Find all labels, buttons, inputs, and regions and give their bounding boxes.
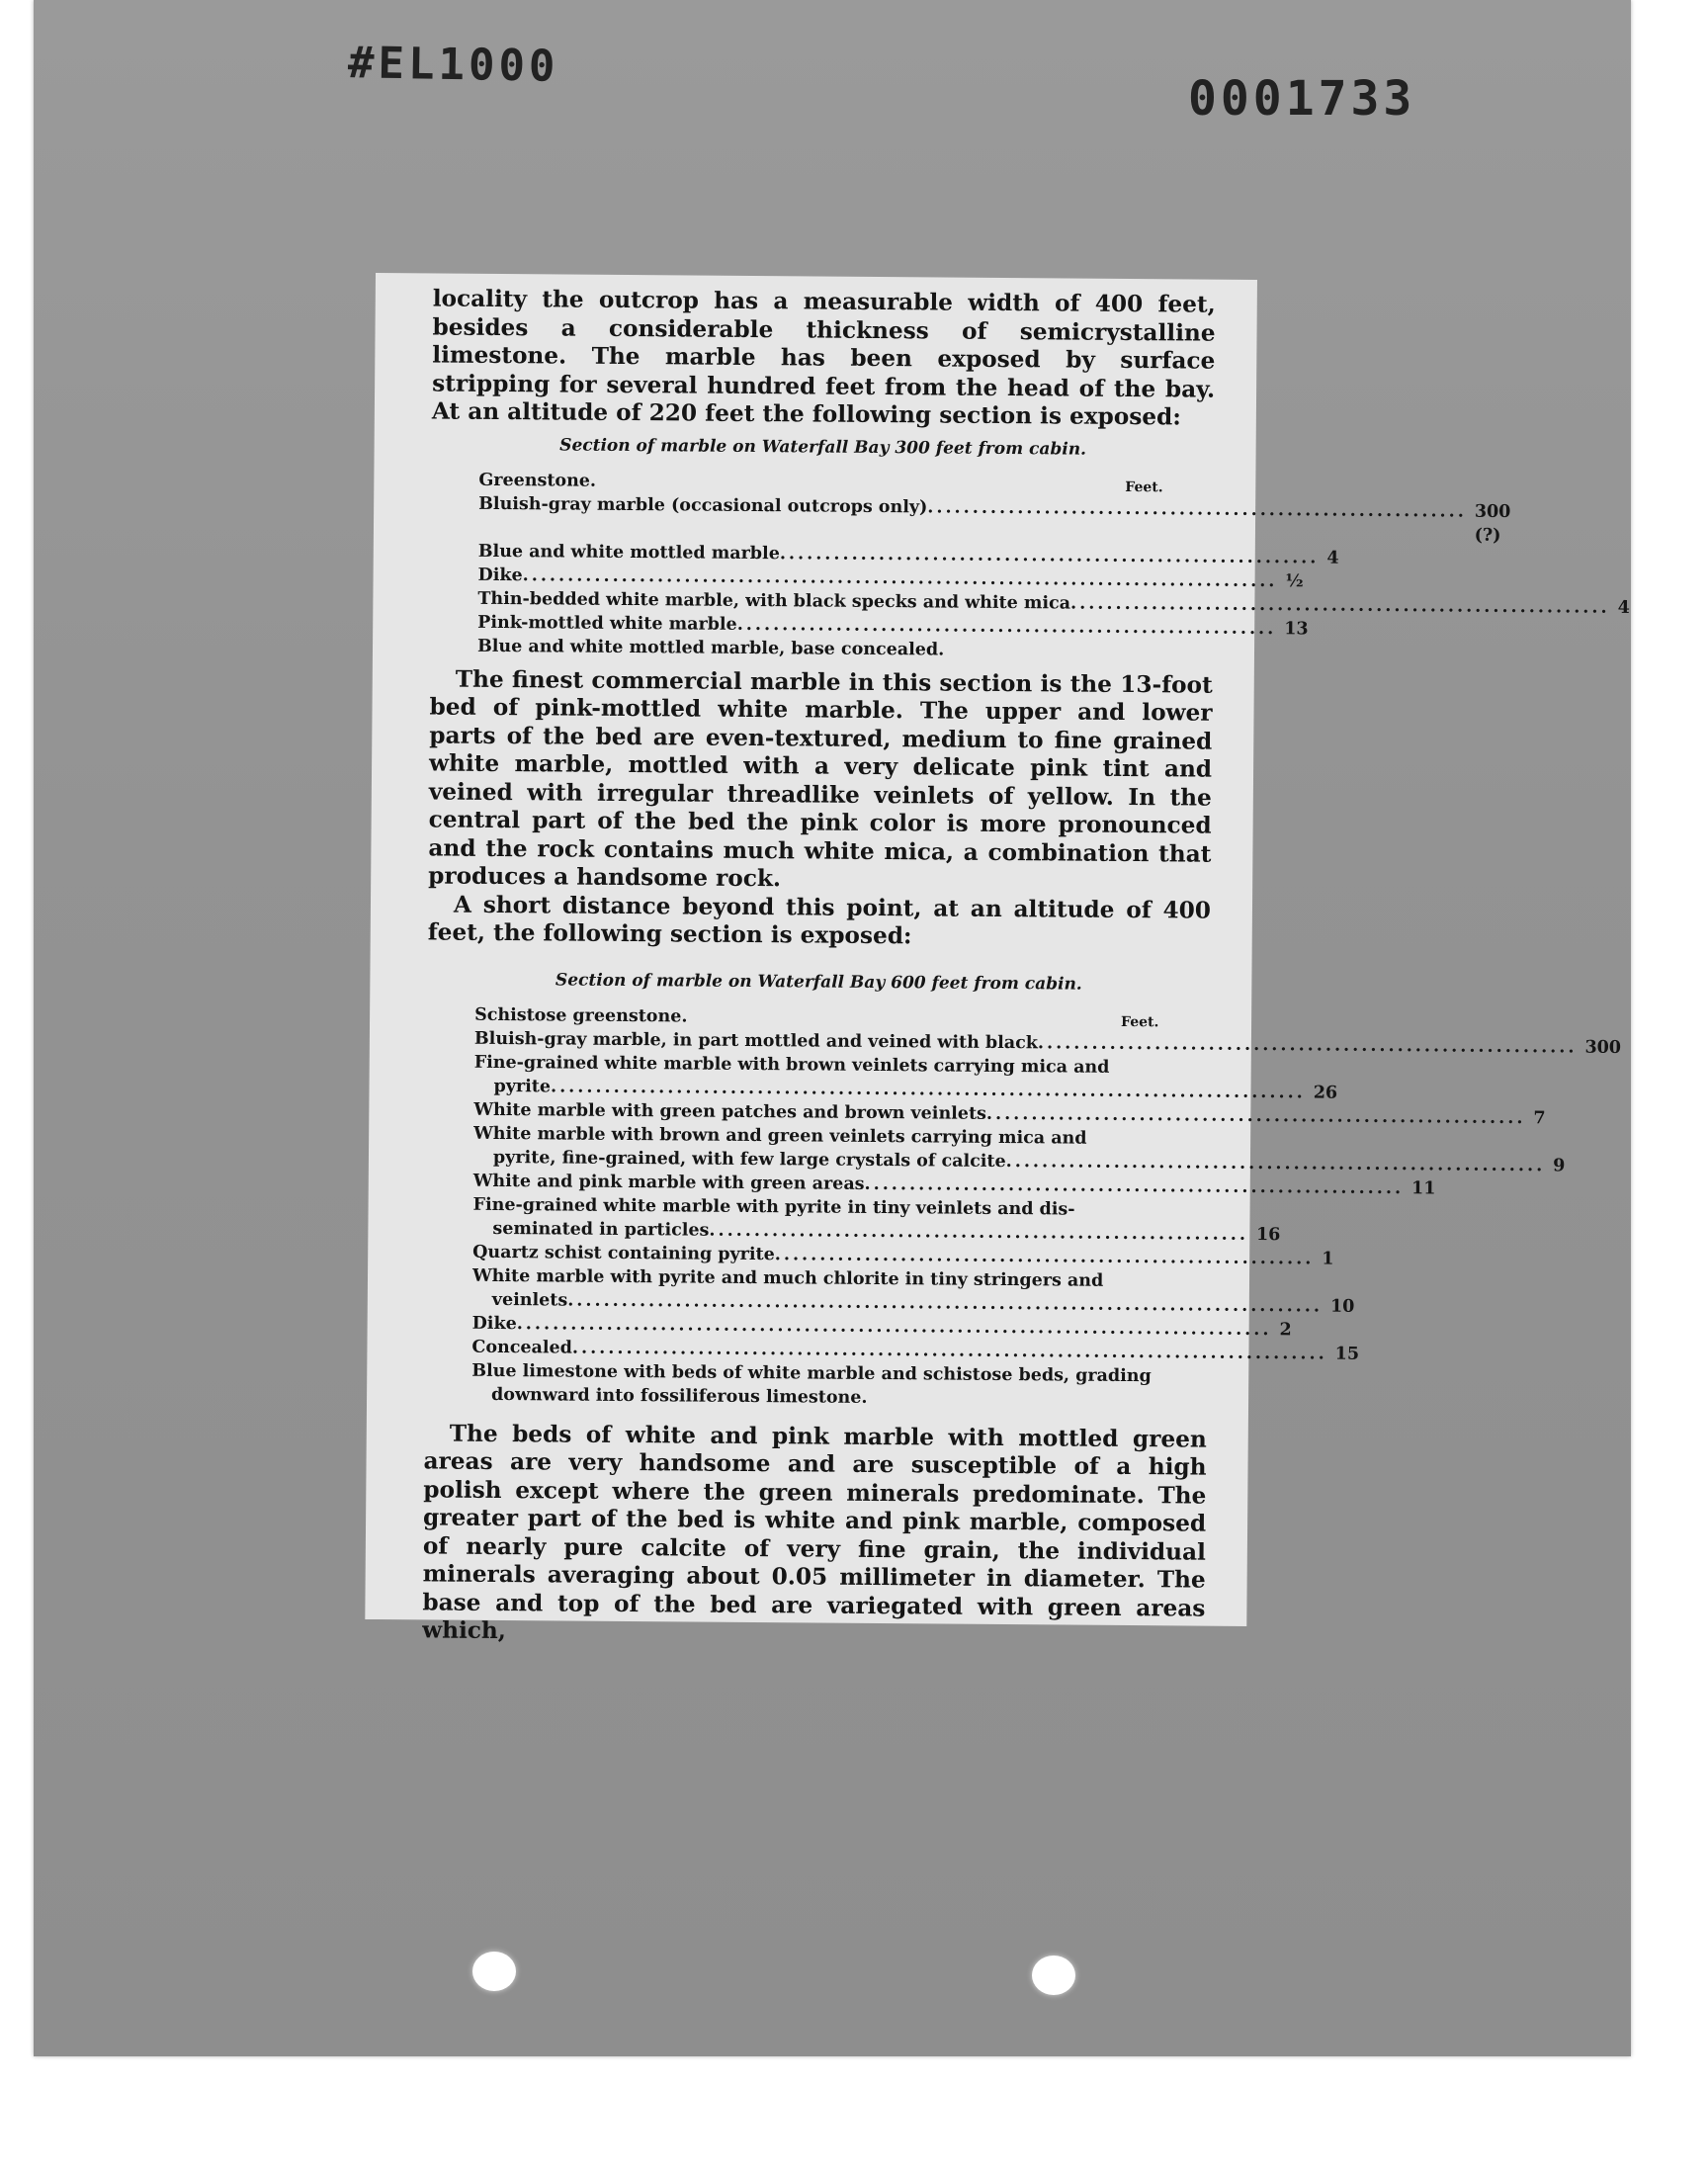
section2-title: Section of marble on Waterfall Bay 600 feet from cabin. — [555, 969, 1082, 995]
paragraph-finest-marble: The finest commercial marble in this section is the 13-foot bed of pink-mottled white marble. The upper and lower parts of the bed are even-textured, medium to fine grained white marble, mottled with a very delicate pink tint and veined with irregular threadlike veinlets of yellow. In the central part of the bed the pink color is more pronounced and the rock contains much white mica, a combination that produces a handsome rock. — [428, 665, 1213, 893]
section2-bottom-row: Blue limestone with beds of white marble and schistose beds, grading — [471, 1360, 1152, 1386]
archive-stamp-left: #EL1000 — [347, 38, 559, 92]
archive-stamp-right: 0001733 — [1188, 71, 1416, 127]
section1-table — [476, 460, 1630, 663]
table-row: White marble with pyrite and much chlorite in tiny stringers and veinlets .................................................................................... 10 — [471, 1265, 1355, 1317]
table-row: White and pink marble with green areas ............................................................ 11 — [472, 1171, 1436, 1198]
paragraph-beds: The beds of white and pink marble with mottled green areas are very handsome and are susceptible of a high polish except where the green minerals predominate. The greater part of the bed is white and pink marble, composed of nearly pure calcite of very fine grain, the individual minerals averaging about 0.05 millimeter in diameter. The base and top of the bed are variegated with green areas which, — [422, 1420, 1207, 1645]
table-row: Blue and white mottled marble ............................................................ 4 — [477, 541, 1339, 568]
section2-top-row: Schistose greenstone. — [474, 1004, 688, 1027]
punch-hole-left — [472, 1952, 516, 1991]
table-row: Fine-grained white marble with pyrite in tiny veinlets and dis- seminated in particles ............................................................ 16 — [472, 1194, 1281, 1245]
section1-bottom-row: Blue and white mottled marble, base concealed. — [476, 636, 945, 660]
table-row: Concealed .................................................................................... 15 — [471, 1337, 1360, 1364]
paragraph-intro: locality the outcrop has a measurable width of 400 feet, besides a considerable thickness of semicrystalline limestone. The marble has been exposed by surface stripping for several hundred feet from the head of the bay. At an altitude of 220 feet the following section is exposed: — [431, 285, 1216, 431]
table-row: White marble with brown and green veinlets carrying mica and pyrite, fine-grained, with few large crystals of calcite ............................................................ 9 — [473, 1123, 1566, 1175]
section2-table — [471, 995, 1622, 1412]
table-row: Bluish-gray marble, in part mottled and veined with black ............................................................ 300 — [473, 1028, 1622, 1058]
section2-unit-label: Feet. — [1121, 1013, 1159, 1030]
table-row: Dike .................................................................................... ½ — [477, 565, 1304, 591]
paragraph-short-distance: A short distance beyond this point, at an altitude of 400 feet, the following section is exposed: — [427, 891, 1212, 950]
section1-unit-label: Feet. — [1125, 478, 1163, 495]
table-row: White marble with green patches and brown veinlets ............................................................ 7 — [473, 1099, 1546, 1128]
table-row: Pink-mottled white marble ............................................................ 13 — [477, 612, 1309, 639]
table-row: Quartz schist containing pyrite ............................................................ 1 — [472, 1242, 1334, 1269]
table-row: Thin-bedded white marble, with black specks and white mica ............................................................ 4 — [477, 588, 1630, 618]
table-row: Fine-grained white marble with brown veinlets carrying mica and pyrite .................................................................................... 26 — [473, 1052, 1338, 1103]
section1-title: Section of marble on Waterfall Bay 300 feet from cabin. — [559, 434, 1087, 460]
document-page — [365, 273, 1630, 1645]
punch-hole-right — [1032, 1956, 1075, 1995]
section1-top-row: Greenstone. — [478, 470, 597, 491]
table-row: Dike .................................................................................... 2 — [471, 1313, 1292, 1340]
section2-bottom-row-cont: downward into fossiliferous limestone. — [491, 1384, 868, 1408]
table-row: Bluish-gray marble (occasional outcrops only) ............................................................ 300 (?) — [478, 493, 1511, 546]
